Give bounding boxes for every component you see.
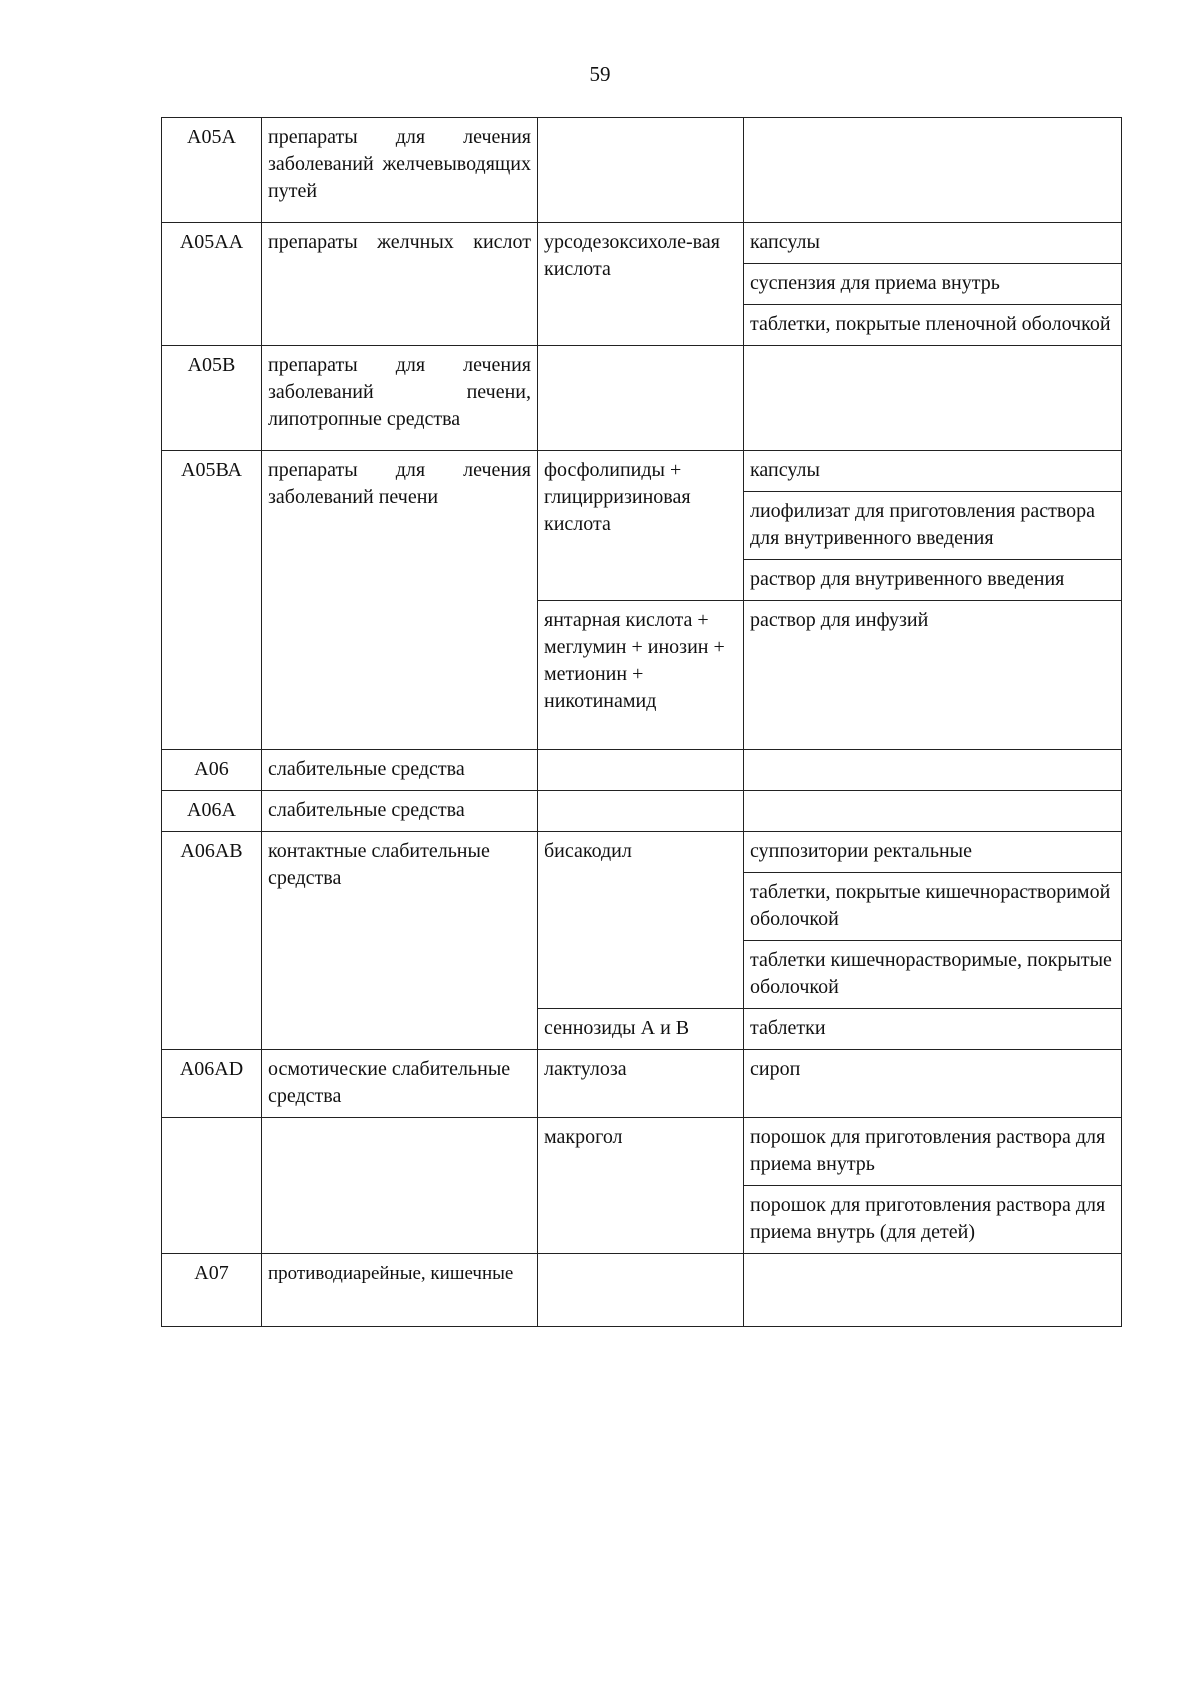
dosage-form: суппозитории ректальные [744, 832, 1122, 873]
atc-group-name: контактные слабительные средства [262, 832, 538, 1050]
table-row [162, 346, 1122, 451]
dosage-form: лиофилизат для приготовления раствора для внутривенного введения [744, 492, 1122, 560]
table-row [162, 451, 1122, 492]
atc-group-name: слабительные средства [262, 750, 538, 791]
drug-name: янтарная кислота + меглумин + инозин + метионин + никотинамид [538, 601, 744, 750]
atc-code: А05ВА [162, 451, 262, 750]
drug-name: бисакодил [538, 832, 744, 1009]
atc-group-name: препараты желчных кислот [262, 223, 538, 346]
dosage-form: раствор для внутривенного введения [744, 560, 1122, 601]
atc-code: А05АА [162, 223, 262, 346]
drug-name: лактулоза [538, 1050, 744, 1118]
drug-name [538, 791, 744, 832]
drug-name: урсодезоксихоле-вая кислота [538, 223, 744, 346]
drug-list-table [161, 117, 1122, 1327]
dosage-form: таблетки, покрытые пленочной оболочкой [744, 305, 1122, 346]
table-row [162, 1254, 1122, 1327]
dosage-form: таблетки кишечнорастворимые, покрытые оболочкой [744, 941, 1122, 1009]
table-row [162, 750, 1122, 791]
table-row [162, 1050, 1122, 1118]
dosage-form [744, 346, 1122, 451]
atc-code [162, 1118, 262, 1254]
dosage-form [744, 1254, 1122, 1327]
atc-code: А06АD [162, 1050, 262, 1118]
dosage-form: порошок для приготовления раствора для приема внутрь (для детей) [744, 1186, 1122, 1254]
dosage-form: таблетки [744, 1009, 1122, 1050]
atc-code: А06 [162, 750, 262, 791]
table-row [162, 1118, 1122, 1186]
drug-name [538, 346, 744, 451]
atc-group-name: препараты для лечения заболеваний желчевыводящих путей [262, 118, 538, 223]
drug-name [538, 118, 744, 223]
dosage-form: порошок для приготовления раствора для приема внутрь [744, 1118, 1122, 1186]
drug-name: сеннозиды А и В [538, 1009, 744, 1050]
dosage-form: сироп [744, 1050, 1122, 1118]
dosage-form: капсулы [744, 451, 1122, 492]
dosage-form: капсулы [744, 223, 1122, 264]
atc-group-name: препараты для лечения заболеваний печени, липотропные средства [262, 346, 538, 451]
dosage-form [744, 791, 1122, 832]
dosage-form: таблетки, покрытые кишечнорастворимой оболочкой [744, 873, 1122, 941]
page-number: 59 [589, 62, 611, 86]
atc-group-name: осмотические слабительные средства [262, 1050, 538, 1118]
atc-code: А05В [162, 346, 262, 451]
drug-name [538, 750, 744, 791]
atc-group-name [262, 1118, 538, 1254]
atc-code: А06АВ [162, 832, 262, 1050]
atc-group-name: препараты для лечения заболеваний печени [262, 451, 538, 750]
table-row [162, 832, 1122, 873]
table-row [162, 791, 1122, 832]
dosage-form: раствор для инфузий [744, 601, 1122, 750]
atc-code: А05А [162, 118, 262, 223]
table-row [162, 223, 1122, 264]
drug-name: макрогол [538, 1118, 744, 1254]
atc-group-name: слабительные средства [262, 791, 538, 832]
table-row [162, 118, 1122, 223]
dosage-form [744, 750, 1122, 791]
dosage-form [744, 118, 1122, 223]
atc-group-name: противодиарейные, кишечные [262, 1254, 538, 1327]
atc-code: А07 [162, 1254, 262, 1327]
atc-code: А06А [162, 791, 262, 832]
dosage-form: суспензия для приема внутрь [744, 264, 1122, 305]
drug-name: фосфолипиды + глицирризиновая кислота [538, 451, 744, 601]
drug-name [538, 1254, 744, 1327]
